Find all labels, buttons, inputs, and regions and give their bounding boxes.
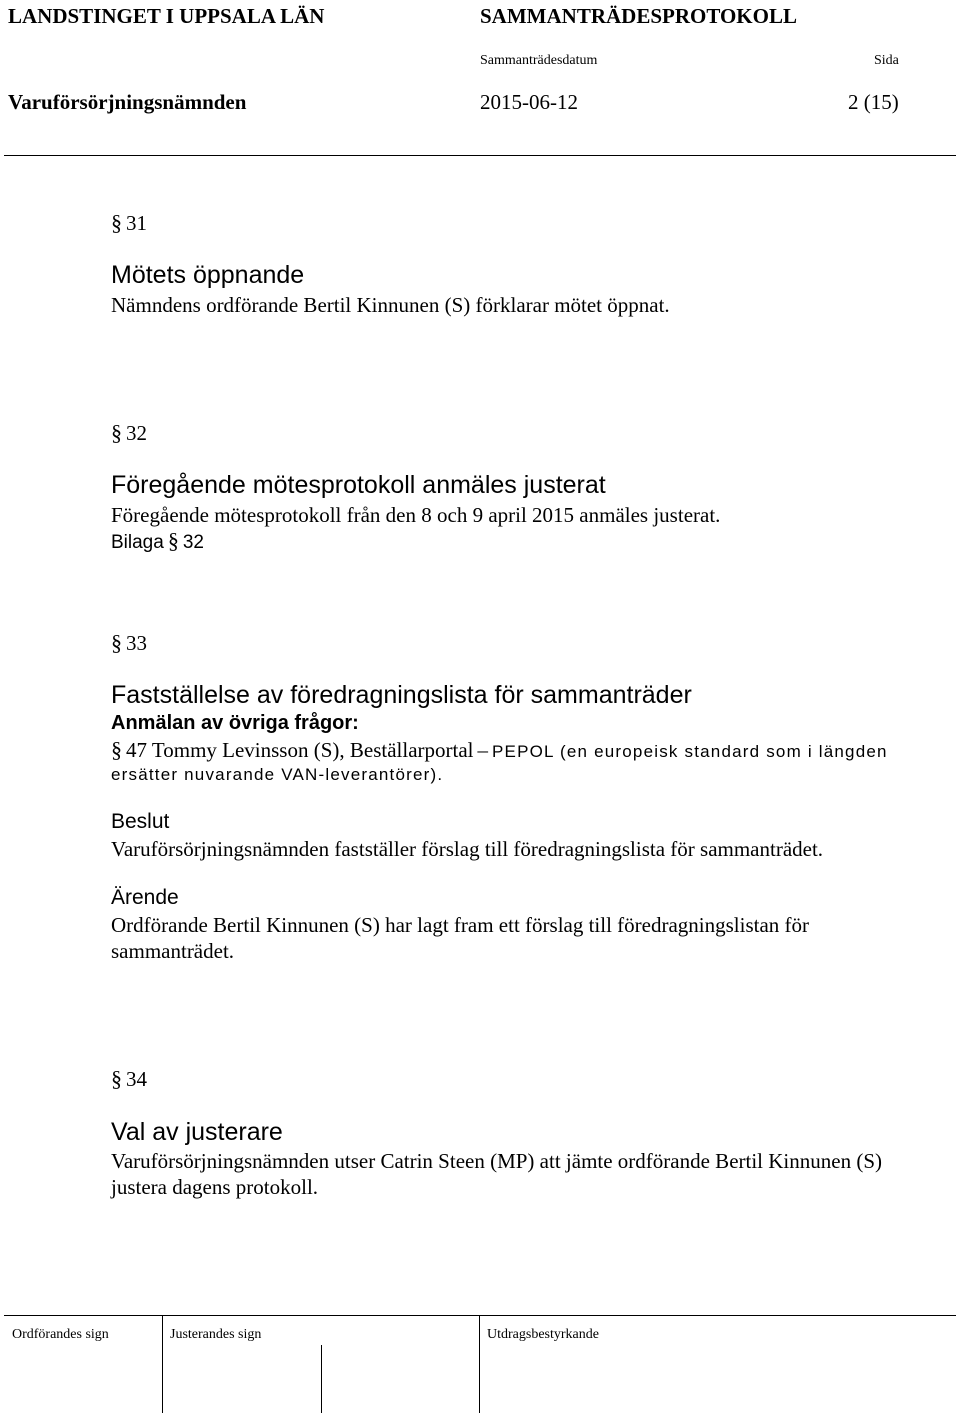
paragraph-icon: § — [111, 1066, 122, 1091]
section-32-title: Föregående mötesprotokoll anmäles justerat — [111, 471, 606, 499]
other-matter-item: § 47 Tommy Levinsson (S), Beställarportal – PEPOL (en europeisk standard som i längden — [111, 737, 888, 762]
matter-text-line-1: Ordförande Bertil Kinnunen (S) har lagt fram ett förslag till föredragningslistan för — [111, 913, 810, 937]
org-name: LANDSTINGET I UPPSALA LÄN — [8, 4, 325, 28]
page-number: 2 (15) — [848, 90, 899, 114]
attachment-reference: Bilaga § 32 — [111, 528, 204, 553]
section-33-subtitle: Anmälan av övriga frågor: — [111, 712, 359, 734]
paragraph-icon: § — [111, 630, 122, 655]
document-type: SAMMANTRÄDESPROTOKOLL — [480, 4, 797, 28]
footer-divider — [4, 1315, 956, 1316]
adjuster-signature-label: Justerandes sign — [170, 1327, 262, 1342]
date-label: Sammanträdesdatum — [480, 53, 598, 68]
section-31-title: Mötets öppnande — [111, 261, 305, 289]
paragraph-icon: § — [167, 528, 179, 553]
page-label: Sida — [874, 53, 899, 68]
section-31-number: § 31 — [111, 210, 147, 235]
paragraph-icon: § — [111, 420, 122, 445]
footer-separator — [321, 1345, 322, 1413]
chair-signature-label: Ordförandes sign — [12, 1327, 109, 1342]
decision-heading: Beslut — [111, 810, 170, 833]
committee-name: Varuförsörjningsnämnden — [8, 90, 247, 114]
meeting-date: 2015-06-12 — [480, 90, 578, 114]
section-32-number: § 32 — [111, 420, 147, 445]
footer-separator — [162, 1315, 163, 1413]
decision-text: Varuförsörjningsnämnden fastställer förslag till föredragningslista för sammanträdet. — [111, 837, 824, 861]
extract-certification-label: Utdragsbestyrkande — [487, 1327, 599, 1342]
section-34-title: Val av justerare — [111, 1118, 283, 1146]
section-31-text: Nämndens ordförande Bertil Kinnunen (S) förklarar mötet öppnat. — [111, 293, 670, 317]
matter-heading: Ärende — [111, 886, 179, 909]
paragraph-icon: § — [111, 210, 122, 235]
matter-text-line-2: sammanträdet. — [111, 939, 235, 963]
other-matter-detail: ersätter nuvarande VAN-leverantörer). — [111, 765, 444, 784]
section-34-text-line-2: justera dagens protokoll. — [111, 1175, 319, 1199]
section-34-text-line-1: Varuförsörjningsnämnden utser Catrin Steen (MP) att jämte ordförande Bertil Kinnunen (S) — [111, 1149, 882, 1173]
section-32-text: Föregående mötesprotokoll från den 8 och 9 april 2015 anmäles justerat. — [111, 503, 721, 527]
paragraph-icon: § — [111, 737, 122, 762]
section-34-number: § 34 — [111, 1066, 147, 1091]
section-33-number: § 33 — [111, 630, 147, 655]
footer-separator — [479, 1315, 480, 1413]
header-divider — [4, 155, 956, 156]
section-33-title: Fastställelse av föredragningslista för sammanträder — [111, 681, 692, 709]
